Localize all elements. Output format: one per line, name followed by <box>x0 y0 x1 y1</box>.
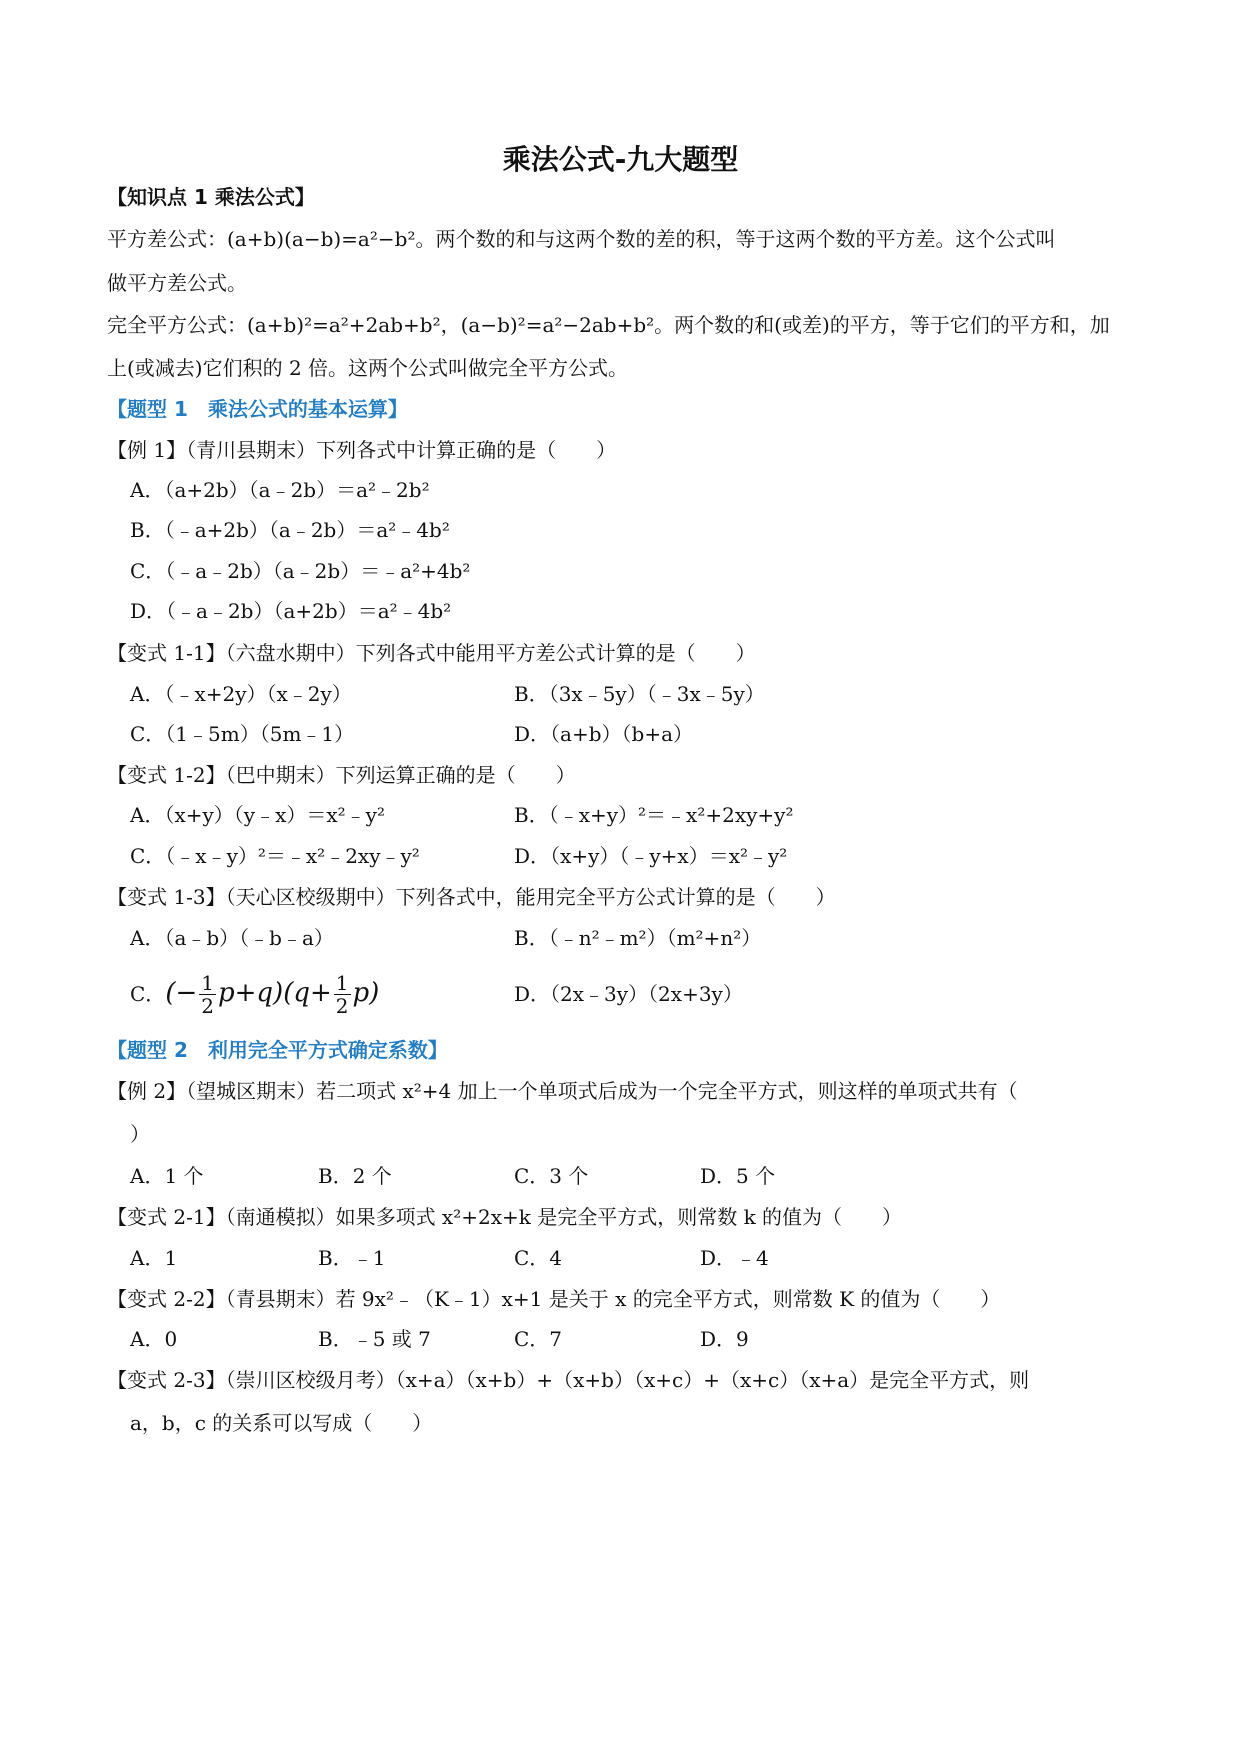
topic-1-heading: 【题型 1 乘法公式的基本运算】 <box>107 397 408 421</box>
knowledge-line-1: 平方差公式：(a+b)(a−b)=a²−b²。两个数的和与这两个数的差的积，等于这两个数的平方差。这个公式叫 <box>107 227 1056 251</box>
knowledge-heading: 【知识点 1 乘法公式】 <box>107 185 315 209</box>
variant-1-1-option-b: B．（3x﹣5y）（﹣3x﹣5y） <box>514 682 765 706</box>
variant-2-3-stem-line-2: a，b，c 的关系可以写成（ ） <box>130 1411 433 1435</box>
variant-1-2-option-a: A．（x+y）（y﹣x）＝x²﹣y² <box>130 803 385 827</box>
variant-2-2-stem: 【变式 2-2】（青县期末）若 9x²﹣（K﹣1）x+1 是关于 x 的完全平方式，则常数 K 的值为（ ） <box>107 1287 1001 1311</box>
variant-2-3-stem-line-1: 【变式 2-3】（崇川区校级月考）（x+a）（x+b）+（x+b）（x+c）+（x+c）（x+a）是完全平方式，则 <box>107 1368 1030 1392</box>
example-1-option-b: B．（﹣a+2b）（a﹣2b）＝a²﹣4b² <box>130 518 450 542</box>
fraction-numerator: 1 <box>201 970 214 995</box>
variant-2-2-option-b: B．﹣5 或 7 <box>318 1327 431 1351</box>
option-c-label: C． <box>130 982 166 1006</box>
variant-2-1-option-b: B．﹣1 <box>318 1246 386 1270</box>
variant-1-2-option-d: D．（x+y）（﹣y+x）＝x²﹣y² <box>514 844 788 868</box>
variant-1-2-stem: 【变式 1-2】（巴中期末）下列运算正确的是（ ） <box>107 763 576 787</box>
knowledge-line-2: 做平方差公式。 <box>107 271 247 295</box>
expr-open: (− <box>165 978 198 1008</box>
fraction-numerator: 1 <box>335 970 349 995</box>
example-2-option-a: A．1 个 <box>130 1164 204 1188</box>
topic-2-heading: 【题型 2 利用完全平方式确定系数】 <box>107 1038 448 1062</box>
variant-1-3-stem: 【变式 1-3】（天心区校级期中）下列各式中，能用完全平方公式计算的是（ ） <box>107 885 836 909</box>
example-1-option-c: C．（﹣a﹣2b）（a﹣2b）＝﹣a²+4b² <box>130 559 471 583</box>
option-c-expression <box>165 970 380 1018</box>
knowledge-line-4: 上(或减去)它们积的 2 倍。这两个公式叫做完全平方公式。 <box>107 356 629 380</box>
variant-2-1-option-c: C．4 <box>514 1246 563 1270</box>
variant-1-1-option-d: D．（a+b）（b+a） <box>514 722 694 746</box>
variant-2-2-option-c: C．7 <box>514 1327 563 1351</box>
variant-1-2-option-c: C．（﹣x﹣y）²＝﹣x²﹣2xy﹣y² <box>130 844 420 868</box>
variant-1-3-option-c <box>130 965 379 1022</box>
variant-2-1-option-d: D．﹣4 <box>700 1246 769 1270</box>
variant-2-2-option-d: D．9 <box>700 1327 749 1351</box>
variant-1-1-option-a: A．（﹣x+2y）（x﹣2y） <box>130 682 352 706</box>
variant-1-1-option-c: C．（1﹣5m）（5m﹣1） <box>130 722 355 746</box>
example-2-stem-line-1: 【例 2】（望城区期末）若二项式 x²+4 加上一个单项式后成为一个完全平方式，则这样的单项式共有（ <box>107 1079 1018 1103</box>
expr-end: p) <box>352 978 380 1008</box>
example-2-option-b: B．2 个 <box>318 1164 392 1188</box>
variant-2-1-option-a: A．1 <box>130 1246 178 1270</box>
example-2-option-d: D．5 个 <box>700 1164 776 1188</box>
variant-1-3-option-b: B．（﹣n²﹣m²）（m²+n²） <box>514 926 762 950</box>
example-2-option-c: C．3 个 <box>514 1164 589 1188</box>
fraction-denominator: 2 <box>201 993 214 1018</box>
example-1-option-a: A．（a+2b）（a﹣2b）＝a²﹣2b² <box>130 478 430 502</box>
example-2-stem-line-2: ） <box>130 1122 150 1146</box>
fraction-one-half-2 <box>334 972 351 1017</box>
expr-middle: p+q)(q+ <box>217 978 332 1008</box>
variant-1-3-option-a: A．（a﹣b）（﹣b﹣a） <box>130 926 334 950</box>
variant-2-2-option-a: A．0 <box>130 1327 178 1351</box>
variant-1-3-option-d: D．（2x﹣3y）（2x+3y） <box>514 982 743 1006</box>
example-1-option-d: D．（﹣a﹣2b）（a+2b）＝a²﹣4b² <box>130 599 452 623</box>
knowledge-line-3: 完全平方公式：(a+b)²=a²+2ab+b²，(a−b)²=a²−2ab+b²。两个数的和(或差)的平方，等于它们的平方和，加 <box>107 313 1110 337</box>
fraction-one-half <box>199 972 216 1017</box>
variant-1-1-stem: 【变式 1-1】（六盘水期中）下列各式中能用平方差公式计算的是（ ） <box>107 641 756 665</box>
variant-2-1-stem: 【变式 2-1】（南通模拟）如果多项式 x²+2x+k 是完全平方式，则常数 k 的值为（ ） <box>107 1205 903 1229</box>
page-title: 乘法公式-九大题型 <box>502 143 739 176</box>
example-1-stem: 【例 1】（青川县期末）下列各式中计算正确的是（ ） <box>107 438 617 462</box>
fraction-denominator: 2 <box>335 993 349 1018</box>
variant-1-2-option-b: B．（﹣x+y）²＝﹣x²+2xy+y² <box>514 803 794 827</box>
